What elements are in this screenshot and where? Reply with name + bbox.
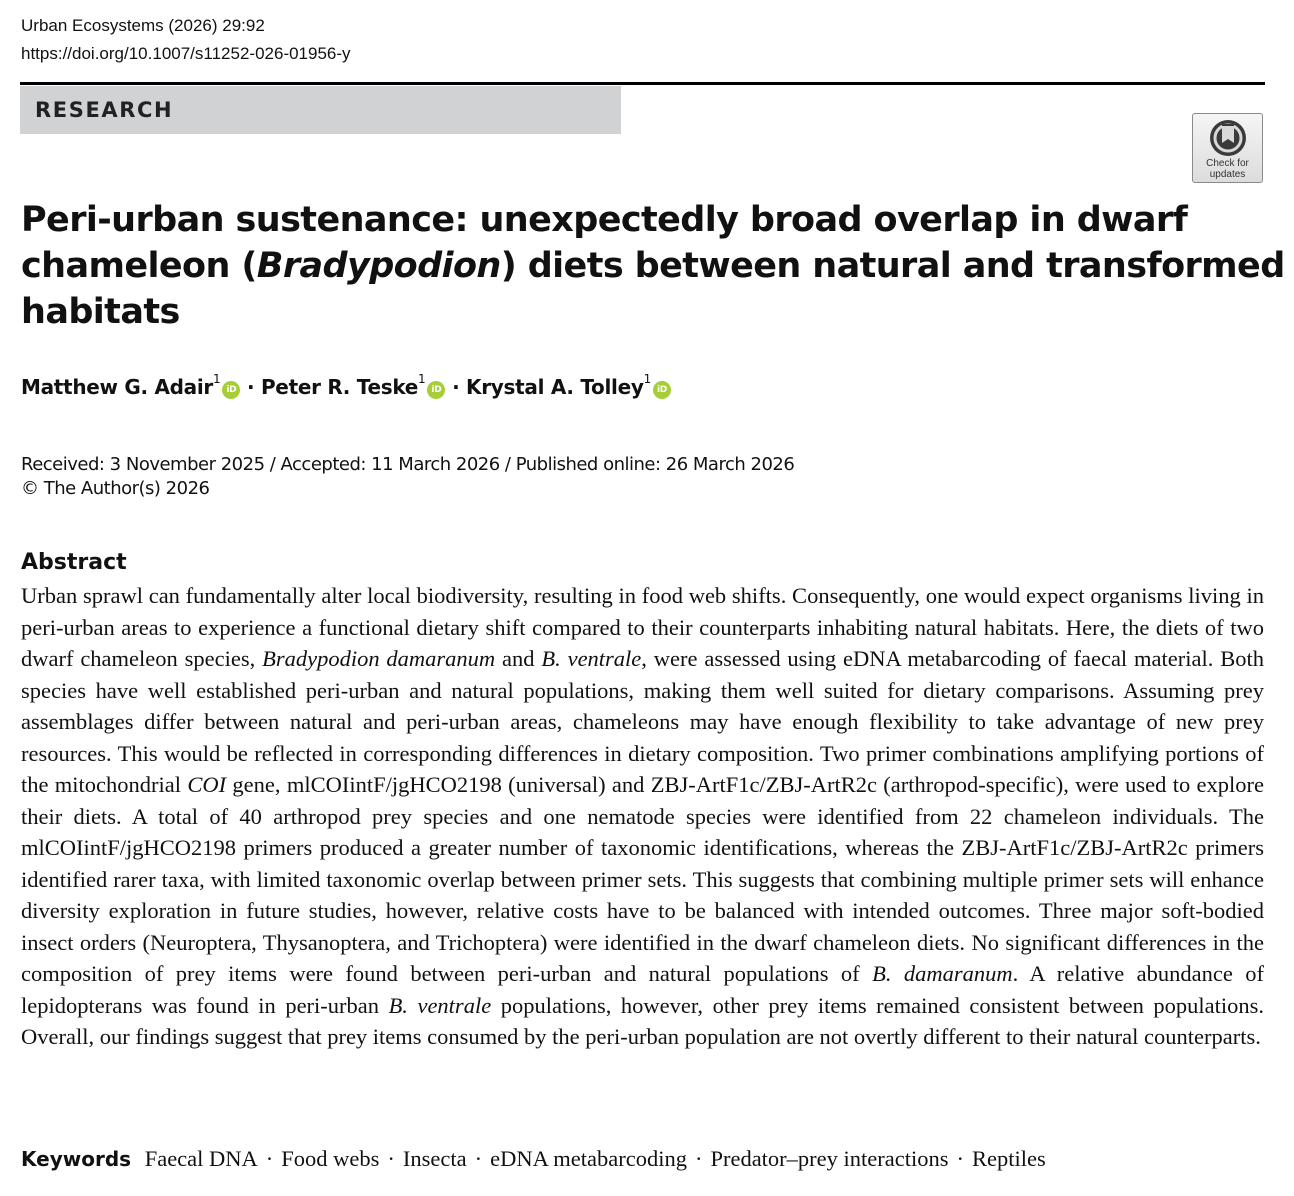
section-label: RESEARCH	[35, 98, 174, 122]
keyword: Insecta	[402, 1146, 467, 1171]
keyword: Reptiles	[972, 1146, 1046, 1171]
keyword-separator: ·	[694, 1146, 703, 1171]
author-affiliation: 1	[212, 372, 221, 387]
species-name: Bradypodion damaranum	[262, 646, 496, 671]
abstract-segment: gene, mlCOIintF/jgHCO2198 (universal) and ZBJ-ArtF1c/ZBJ-ArtR2c (arthropod-specific), were used to explore their diets. A total of 40 arthropod prey species and one nematode species were identified from 22 chameleon individuals. The mlCOIintF/jgHCO2198 primers produced a greater number of taxonomic identifications, whereas the ZBJ-ArtF1c/ZBJ-ArtR2c primers identified rarer taxa, with limited taxonomic overlap between primer sets. This suggests that combining multiple primer sets will enhance diversity exploration in future studies, however, relative costs have to be balanced with intended outcomes. Three major soft-bodied insect orders (Neuroptera, Thysanoptera, and Trichoptera) were identified in the dwarf chameleon diets. No significant differences in the composition of prey items were found between peri-urban and natural populations of	[21, 772, 1264, 986]
title-genus: Bradypodion	[256, 246, 501, 286]
author-separator: ·	[452, 375, 460, 399]
check-for-updates-text-1: Check for	[1206, 158, 1249, 169]
species-name: B. damaranum	[872, 961, 1013, 986]
title-line-2-end: ) diets between natural and transformed	[500, 246, 1285, 286]
title-line-2	[21, 243, 1285, 289]
keywords-label: Keywords	[21, 1147, 132, 1171]
author-name[interactable]: Peter R. Teske	[260, 375, 419, 399]
author-list	[21, 372, 671, 399]
author-name[interactable]: Krystal A. Tolley	[466, 375, 644, 399]
keyword-separator: ·	[387, 1146, 395, 1171]
orcid-icon[interactable]: iD	[653, 381, 671, 399]
abstract-segment: Urban sprawl can fundamentally alter local biodiversity, resulting in food web shifts. Consequently, one would expect organisms living in peri-urban areas to experience a functional dietary shift compared to their counterparts inhabiting natural habitats. Here, the diets of two dwarf chameleon species,	[21, 583, 1264, 671]
orcid-icon[interactable]: iD	[222, 381, 240, 399]
journal-reference: Urban Ecosystems (2026) 29:92	[21, 16, 265, 35]
publication-dates	[21, 453, 794, 501]
check-for-updates-text-2: updates	[1209, 169, 1246, 180]
author-affiliation: 1	[418, 372, 426, 387]
species-name: B. ventrale	[388, 992, 492, 1018]
check-for-updates-button[interactable]	[1192, 113, 1263, 183]
abstract-segment: , were assessed using eDNA metabarcoding of faecal material. Both species have well established peri-urban and natural populations, making them well suited for dietary comparisons. Assuming prey assemblages differ between natural and peri-urban areas, chameleons may have enough flexibility to take advantage of new prey resources. This would be reflected in corresponding differences in dietary composition. Two primer combinations amplifying portions of the mitochondrial	[21, 646, 1264, 797]
species-name: B. ventrale	[541, 646, 642, 671]
keyword-separator: ·	[474, 1146, 483, 1171]
check-for-updates-icon	[1208, 118, 1248, 158]
doi-link[interactable]: https://doi.org/10.1007/s11252-026-01956-y	[21, 44, 351, 63]
keyword: Food webs	[281, 1146, 380, 1171]
title-line-1: Peri-urban sustenance: unexpectedly broad overlap in dwarf	[21, 200, 1188, 240]
title-line-2-start: chameleon (	[21, 246, 257, 286]
keyword-separator: ·	[265, 1146, 274, 1171]
keyword: Predator–prey interactions	[710, 1146, 949, 1171]
article-title	[21, 197, 1285, 335]
header-rule	[20, 82, 1265, 85]
history-dates: Received: 3 November 2025 / Accepted: 11 March 2026 / Published online: 26 March 2026	[21, 454, 795, 475]
abstract-segment: populations, however, other prey items remained consistent between populations. Overall, our findings suggest that prey items consumed by the peri-urban population are not overtly different to their natural counterparts.	[21, 992, 1265, 1049]
keyword: eDNA metabarcoding	[490, 1146, 687, 1171]
abstract-heading: Abstract	[21, 550, 127, 575]
copyright-notice: © The Author(s) 2026	[21, 478, 210, 499]
section-label-bar	[20, 86, 621, 134]
abstract-text	[21, 580, 1264, 1053]
keywords-line	[21, 1146, 1046, 1172]
title-line-3: habitats	[21, 292, 180, 332]
author-name[interactable]: Matthew G. Adair	[21, 375, 213, 399]
keyword-separator: ·	[956, 1146, 964, 1171]
author-separator: ·	[246, 375, 255, 399]
keyword: Faecal DNA	[144, 1146, 258, 1171]
abstract-segment: . A relative abundance of lepidopterans was found in peri-urban	[21, 961, 1264, 1018]
abstract-segment: and	[495, 646, 542, 671]
author-affiliation: 1	[643, 372, 651, 387]
orcid-icon[interactable]: iD	[427, 381, 445, 399]
gene-name: COI	[187, 772, 227, 797]
